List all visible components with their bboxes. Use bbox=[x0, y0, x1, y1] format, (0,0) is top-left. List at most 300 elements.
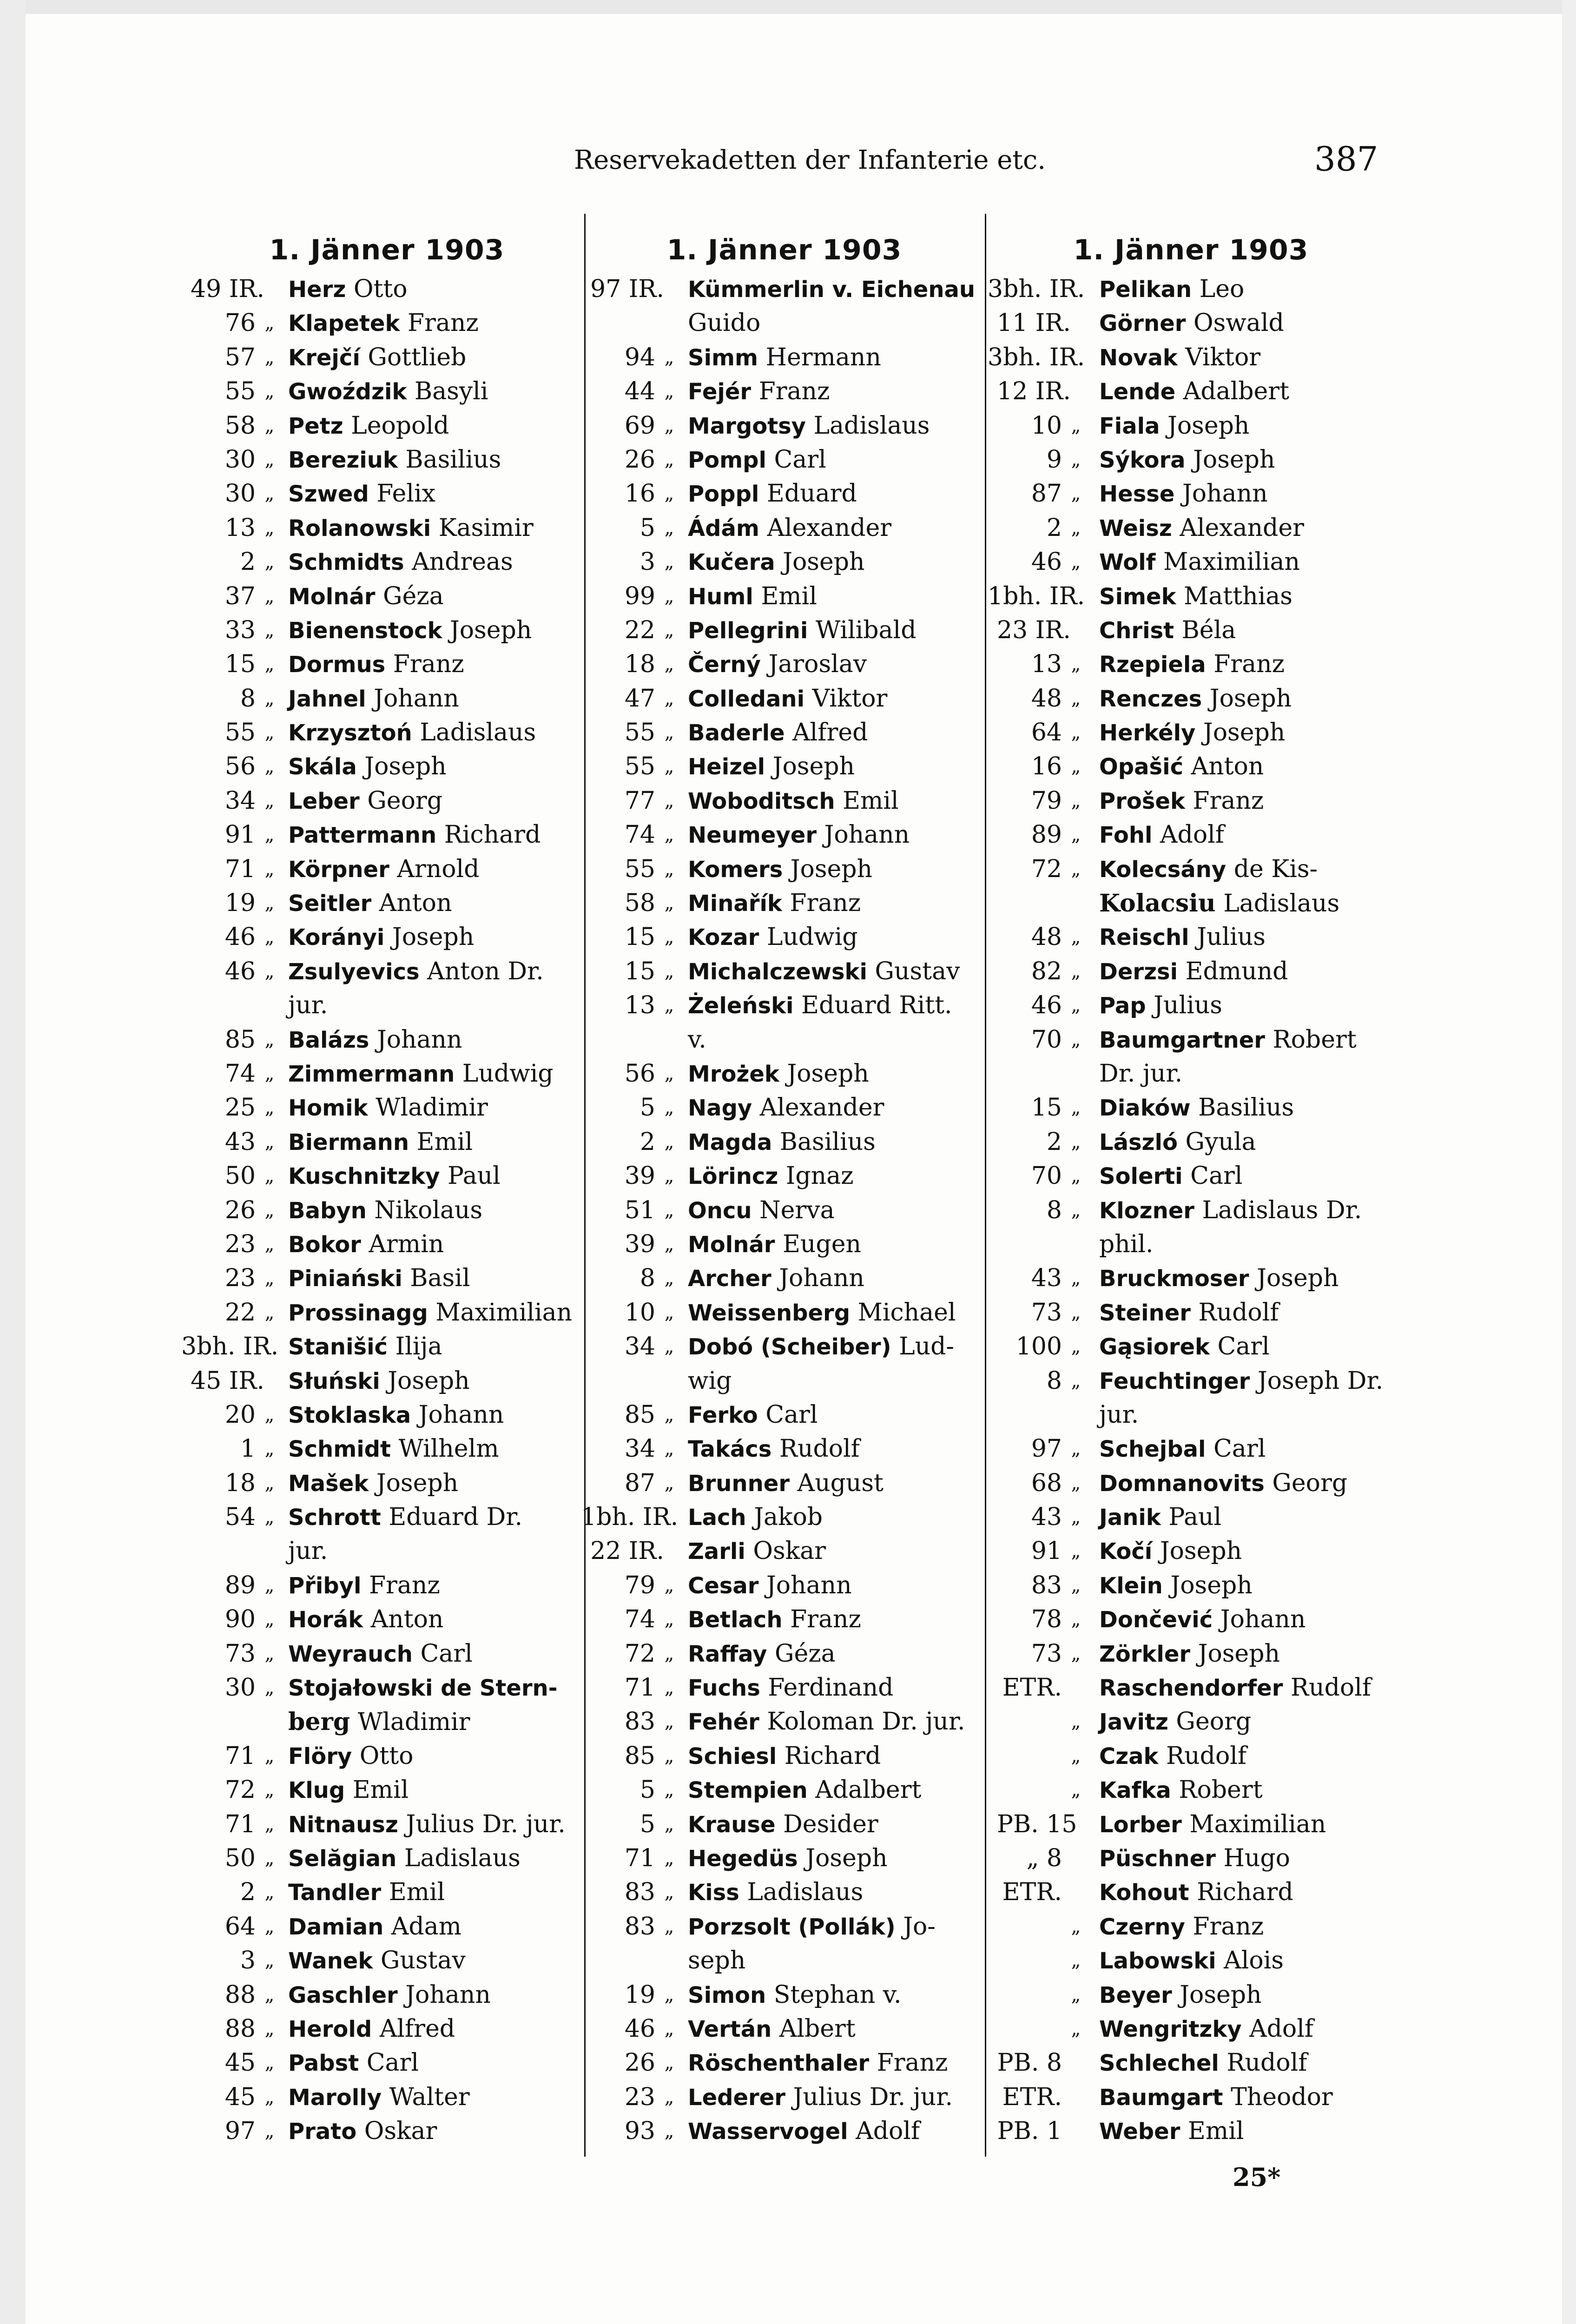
entry-name bbox=[288, 272, 408, 307]
given-name: Joseph bbox=[376, 1469, 459, 1497]
entry-name bbox=[688, 1569, 852, 1603]
surname: berg bbox=[288, 1708, 350, 1736]
given-name: Franz bbox=[790, 889, 861, 918]
surname: Weber bbox=[1099, 2119, 1180, 2145]
entry-name bbox=[288, 1296, 572, 1330]
given-name: Alexander bbox=[1180, 514, 1304, 542]
given-name: Franz bbox=[393, 650, 464, 679]
ditto-mark: „ bbox=[264, 619, 275, 641]
given-name: Lud- bbox=[899, 1333, 954, 1361]
given-name: Joseph Dr. bbox=[1257, 1367, 1384, 1395]
roster-entry bbox=[590, 1842, 978, 1875]
ditto-mark: „ bbox=[664, 1779, 674, 1801]
entry-name bbox=[1099, 443, 1275, 477]
ditto-mark: „ bbox=[264, 1472, 275, 1494]
ditto-mark: „ bbox=[264, 2018, 275, 2040]
roster-entry bbox=[590, 1023, 978, 1057]
regiment-number: PB. 8 bbox=[997, 2049, 1062, 2077]
regiment-number: 74 bbox=[624, 1605, 655, 1634]
surname: Oncu bbox=[688, 1197, 752, 1224]
ditto-mark: „ bbox=[664, 790, 674, 812]
regiment-number: 73 bbox=[1031, 1639, 1062, 1668]
given-name: Ilija bbox=[395, 1333, 442, 1361]
roster-entry bbox=[997, 647, 1385, 681]
roster-column-3 bbox=[988, 228, 1385, 2148]
regiment-number: 57 bbox=[224, 343, 256, 371]
given-name: Otto bbox=[353, 275, 408, 303]
roster-entry bbox=[590, 511, 978, 545]
given-name: Gustav bbox=[875, 957, 960, 985]
entry-name bbox=[688, 1534, 826, 1569]
roster-entry bbox=[997, 306, 1385, 340]
given-name: Gustav bbox=[380, 1947, 466, 1975]
entry-name bbox=[688, 1705, 965, 1739]
ditto-mark: „ bbox=[664, 551, 674, 573]
ditto-mark: „ bbox=[664, 756, 674, 778]
regiment-number: 22 bbox=[624, 616, 655, 644]
regiment-number: ETR. bbox=[1002, 2083, 1062, 2111]
given-name: Ludwig bbox=[766, 923, 858, 951]
given-name: Adolf bbox=[1249, 2014, 1314, 2043]
roster-entry bbox=[590, 818, 978, 852]
regiment-number: 50 bbox=[224, 1162, 256, 1190]
surname: László bbox=[1099, 1129, 1178, 1155]
entry-name bbox=[688, 784, 899, 819]
entry-name bbox=[288, 682, 459, 716]
given-name: Julius bbox=[1197, 923, 1266, 951]
given-name: Julius Dr. jur. bbox=[406, 1810, 566, 1838]
surname: Wanek bbox=[288, 1948, 373, 1974]
entry-name bbox=[288, 2046, 419, 2080]
given-name: jur. bbox=[1099, 1400, 1139, 1429]
regiment-number: 51 bbox=[624, 1196, 655, 1224]
given-name: Emil bbox=[1187, 2117, 1244, 2146]
given-name: Joseph bbox=[1167, 411, 1250, 440]
given-name: phil. bbox=[1099, 1230, 1154, 1258]
entry-name bbox=[288, 920, 474, 955]
ditto-mark: „ bbox=[1071, 960, 1081, 982]
scan-edge-right bbox=[1562, 0, 1576, 2324]
entry-name bbox=[1099, 272, 1244, 307]
given-name: Anton Dr. bbox=[427, 957, 544, 985]
given-name: Franz bbox=[877, 2049, 948, 2077]
surname: Zarli bbox=[688, 1538, 745, 1565]
entry-name bbox=[288, 1159, 501, 1194]
roster-entry bbox=[590, 306, 978, 340]
surname: Zsulyevics bbox=[288, 958, 420, 985]
entry-name bbox=[1099, 477, 1268, 511]
regiment-number: 85 bbox=[624, 1742, 655, 1770]
given-name: Emil bbox=[761, 582, 817, 610]
ditto-mark: „ bbox=[664, 1165, 674, 1187]
regiment-number: 1 bbox=[240, 1435, 256, 1463]
given-name: Oswald bbox=[1193, 309, 1284, 337]
entry-name bbox=[1099, 750, 1264, 784]
given-name: de Kis- bbox=[1233, 855, 1318, 883]
given-name: Anton bbox=[1191, 753, 1264, 781]
roster-entry bbox=[997, 1261, 1385, 1295]
roster-entry bbox=[590, 1398, 978, 1432]
ditto-mark: „ bbox=[1071, 1915, 1081, 1937]
entry-continuation bbox=[1099, 886, 1339, 921]
regiment-number: 100 bbox=[1015, 1333, 1062, 1361]
ditto-mark: „ bbox=[664, 1609, 674, 1631]
surname: Simm bbox=[688, 344, 758, 371]
given-name: Franz bbox=[1193, 1912, 1264, 1941]
regiment-number: 39 bbox=[624, 1162, 655, 1190]
roster-entry bbox=[590, 2046, 978, 2080]
given-name: Alois bbox=[1224, 1947, 1284, 1975]
ditto-mark: „ bbox=[264, 1097, 275, 1119]
surname: Czerny bbox=[1099, 1914, 1185, 1940]
entry-name bbox=[1099, 1739, 1246, 1774]
regiment-number: 55 bbox=[624, 855, 655, 883]
entry-name bbox=[1099, 409, 1249, 443]
surname: Lende bbox=[1099, 379, 1176, 405]
roster-entry bbox=[590, 1330, 978, 1364]
roster-entry bbox=[590, 2012, 978, 2046]
surname: Korányi bbox=[288, 924, 385, 951]
given-name: Ferdinand bbox=[768, 1674, 894, 1702]
roster-entry bbox=[997, 920, 1385, 954]
surname: Dormus bbox=[288, 652, 386, 678]
entry-name bbox=[688, 1875, 863, 1910]
entry-name bbox=[688, 1125, 876, 1160]
surname: Kolecsány bbox=[1099, 856, 1227, 883]
regiment-number: 3bh. IR. bbox=[988, 275, 1085, 303]
entry-name bbox=[288, 1671, 558, 1705]
ditto-mark: „ bbox=[264, 1233, 275, 1255]
regiment-number: 87 bbox=[624, 1469, 655, 1497]
ditto-mark: „ bbox=[264, 1950, 275, 1972]
roster-entry bbox=[191, 1125, 583, 1159]
given-name: Rudolf bbox=[1227, 2049, 1307, 2077]
entry-name bbox=[688, 341, 881, 375]
entry-name bbox=[1099, 614, 1236, 648]
surname: Michalczewski bbox=[688, 958, 867, 985]
surname: Petz bbox=[288, 413, 343, 439]
ditto-mark: „ bbox=[264, 1165, 275, 1187]
entry-name bbox=[1099, 1773, 1263, 1808]
surname: Wasservogel bbox=[688, 2119, 848, 2145]
roster-entry bbox=[590, 375, 978, 409]
given-name: Franz bbox=[758, 377, 830, 406]
ditto-mark: „ bbox=[264, 517, 275, 539]
roster-entry bbox=[997, 1773, 1385, 1807]
roster-entry bbox=[590, 272, 978, 306]
given-name: Basilius bbox=[405, 445, 501, 474]
given-name: Carl bbox=[774, 445, 826, 474]
roster-entry bbox=[191, 886, 583, 920]
roster-entry bbox=[191, 1194, 583, 1228]
entry-name bbox=[688, 1296, 956, 1330]
given-name: Edmund bbox=[1185, 957, 1288, 985]
regiment-number: 88 bbox=[224, 1981, 256, 2009]
given-name: Joseph bbox=[364, 753, 447, 781]
surname: Jahnel bbox=[288, 686, 366, 712]
entry-name bbox=[288, 1944, 466, 1978]
surname: Kuschnitzky bbox=[288, 1163, 440, 1190]
regiment-number: 30 bbox=[224, 445, 256, 474]
ditto-mark: „ bbox=[264, 1609, 275, 1631]
surname: Janik bbox=[1099, 1505, 1161, 1531]
surname: Fuchs bbox=[688, 1675, 760, 1702]
surname: Kučera bbox=[688, 549, 775, 576]
ditto-mark: „ bbox=[264, 1574, 275, 1596]
regiment-number: 20 bbox=[224, 1400, 256, 1429]
roster-list bbox=[581, 272, 978, 2148]
regiment-number: 15 bbox=[624, 923, 655, 951]
ditto-mark: „ bbox=[1071, 1438, 1081, 1460]
ditto-mark: „ bbox=[1071, 483, 1081, 505]
surname: Stanišić bbox=[288, 1334, 388, 1360]
roster-entry bbox=[997, 1808, 1385, 1842]
given-name: Koloman Dr. jur. bbox=[767, 1708, 965, 1736]
entry-name bbox=[688, 1910, 936, 1944]
ditto-mark: „ bbox=[264, 1029, 275, 1050]
ditto-mark: „ bbox=[664, 926, 674, 948]
entry-name bbox=[1099, 511, 1304, 546]
given-name: Walter bbox=[389, 2083, 470, 2111]
roster-entry bbox=[191, 1569, 583, 1603]
regiment-number: 89 bbox=[1031, 821, 1062, 849]
roster-entry bbox=[590, 1466, 978, 1500]
regiment-number: ETR. bbox=[1002, 1878, 1062, 1907]
given-name: Franz bbox=[407, 309, 479, 337]
roster-entry bbox=[191, 1159, 583, 1193]
entry-name bbox=[688, 1773, 921, 1808]
given-name: Albert bbox=[779, 2014, 856, 2043]
surname: Skála bbox=[288, 754, 357, 780]
surname: Komers bbox=[688, 856, 783, 883]
regiment-number: 48 bbox=[1031, 923, 1062, 951]
given-name: Carl bbox=[420, 1639, 473, 1668]
entry-name bbox=[288, 306, 479, 341]
given-name: Arnold bbox=[397, 855, 480, 883]
ditto-mark: „ bbox=[664, 654, 674, 675]
entry-name bbox=[288, 1637, 473, 1671]
roster-entry bbox=[191, 1705, 583, 1739]
entry-name bbox=[688, 409, 930, 443]
roster-list bbox=[988, 272, 1385, 2148]
given-name: Johann bbox=[418, 1400, 504, 1429]
regiment-number: 97 IR. bbox=[590, 275, 664, 303]
surname: Vertán bbox=[688, 2016, 772, 2042]
entry-name bbox=[288, 1432, 499, 1466]
column-heading: 1. Jänner 1903 bbox=[666, 234, 902, 266]
surname: Archer bbox=[688, 1266, 772, 1292]
surname: Schmidt bbox=[288, 1436, 391, 1463]
entry-name bbox=[1099, 306, 1284, 341]
ditto-mark: „ bbox=[264, 858, 275, 880]
ditto-mark: „ bbox=[264, 824, 275, 846]
regiment-number: 3 bbox=[240, 1947, 256, 1975]
roster-entry bbox=[590, 1808, 978, 1842]
entry-name bbox=[1099, 1364, 1383, 1399]
regiment-number: 5 bbox=[640, 514, 655, 542]
roster-entry bbox=[590, 852, 978, 886]
given-name: Maximilian bbox=[1189, 1810, 1326, 1838]
surname: Takács bbox=[688, 1436, 772, 1463]
given-name: Johann bbox=[405, 1981, 491, 2009]
entry-name bbox=[688, 1842, 888, 1876]
given-name: Julius bbox=[1154, 991, 1222, 1020]
ditto-mark: „ bbox=[1071, 722, 1081, 744]
given-name: Franz bbox=[1213, 650, 1285, 679]
roster-entry bbox=[590, 1228, 978, 1261]
roster-entry bbox=[191, 375, 583, 409]
regiment-number: 58 bbox=[624, 889, 655, 918]
regiment-number: 83 bbox=[624, 1878, 655, 1907]
regiment-number: 97 bbox=[224, 2117, 256, 2146]
regiment-number: 71 bbox=[224, 855, 256, 883]
ditto-mark: „ bbox=[1071, 1268, 1081, 1289]
entry-name bbox=[1099, 1875, 1293, 1910]
entry-name bbox=[1099, 1261, 1339, 1296]
regiment-number: 19 bbox=[224, 889, 256, 918]
given-name: Georg bbox=[367, 786, 443, 815]
ditto-mark: „ bbox=[1071, 1540, 1081, 1562]
surname: Kümmerlin v. Eichenau bbox=[688, 277, 976, 303]
ditto-mark: „ bbox=[1071, 1643, 1081, 1664]
ditto-mark: „ bbox=[664, 1915, 674, 1937]
entry-continuation bbox=[688, 1364, 732, 1398]
surname: Molnár bbox=[288, 583, 376, 610]
column-divider bbox=[985, 214, 986, 2157]
surname: Derzsi bbox=[1099, 958, 1178, 985]
entry-name bbox=[288, 716, 536, 750]
roster-entry bbox=[191, 2080, 583, 2114]
entry-name bbox=[688, 1228, 861, 1262]
ditto-mark: „ bbox=[664, 1097, 674, 1119]
roster-entry bbox=[191, 1261, 583, 1295]
entry-continuation bbox=[688, 306, 760, 340]
given-name: Johann bbox=[1182, 480, 1268, 508]
ditto-mark: „ bbox=[664, 2086, 674, 2108]
surname: Bruckmoser bbox=[1099, 1266, 1249, 1292]
roster-entry bbox=[590, 1296, 978, 1330]
roster-entry bbox=[191, 2114, 583, 2148]
surname: Cesar bbox=[688, 1572, 759, 1599]
entry-name bbox=[688, 1432, 860, 1466]
surname: Biermann bbox=[288, 1129, 409, 1155]
roster-entry bbox=[997, 511, 1385, 545]
roster-entry bbox=[590, 886, 978, 920]
ditto-mark: „ bbox=[664, 960, 674, 982]
given-name: Joseph bbox=[449, 616, 532, 644]
roster-entry bbox=[590, 1261, 978, 1295]
entry-name bbox=[1099, 1194, 1362, 1228]
given-name: Joseph bbox=[1160, 1537, 1242, 1565]
ditto-mark: „ bbox=[264, 790, 275, 812]
ditto-mark: „ bbox=[264, 1404, 275, 1426]
regiment-number: 22 bbox=[224, 1298, 256, 1327]
surname: Wolf bbox=[1099, 549, 1156, 576]
surname: Magda bbox=[688, 1129, 772, 1155]
roster-entry bbox=[191, 1500, 583, 1534]
roster-entry bbox=[997, 1023, 1385, 1057]
ditto-mark: „ bbox=[264, 722, 275, 744]
entry-name bbox=[288, 1194, 482, 1228]
surname: Klozner bbox=[1099, 1197, 1194, 1224]
given-name: Maximilian bbox=[435, 1298, 573, 1327]
entry-name bbox=[1099, 1671, 1371, 1705]
ditto-mark: „ bbox=[664, 381, 674, 403]
surname: Babyn bbox=[288, 1197, 367, 1224]
roster-entry bbox=[997, 955, 1385, 989]
given-name: seph bbox=[688, 1947, 746, 1975]
surname: Klein bbox=[1099, 1572, 1163, 1599]
entry-name bbox=[288, 1023, 462, 1057]
roster-entry bbox=[191, 1910, 583, 1944]
ditto-mark: „ bbox=[264, 1984, 275, 2006]
roster-entry bbox=[997, 852, 1385, 886]
regiment-number: 64 bbox=[224, 1912, 256, 1941]
given-name: v. bbox=[688, 1025, 706, 1054]
ditto-mark: „ bbox=[664, 1882, 674, 1903]
surname: Christ bbox=[1099, 617, 1174, 644]
given-name: Andreas bbox=[412, 548, 513, 576]
ditto-mark: „ bbox=[664, 415, 674, 436]
surname: Schlechel bbox=[1099, 2050, 1219, 2077]
column-heading: 1. Jänner 1903 bbox=[269, 234, 505, 266]
ditto-mark: „ bbox=[264, 1506, 275, 1528]
ditto-mark: „ bbox=[664, 1711, 674, 1733]
regiment-number: 73 bbox=[1031, 1298, 1062, 1327]
surname: Lorber bbox=[1099, 1811, 1182, 1838]
roster-entry bbox=[997, 886, 1385, 920]
entry-name bbox=[288, 1261, 470, 1296]
entry-name bbox=[288, 852, 479, 887]
surname: Görner bbox=[1099, 310, 1186, 337]
given-name: Adalbert bbox=[1183, 377, 1290, 406]
surname: Baumgart bbox=[1099, 2084, 1223, 2111]
ditto-mark: „ bbox=[264, 415, 275, 436]
ditto-mark: „ bbox=[264, 687, 275, 709]
ditto-mark: „ bbox=[664, 517, 674, 539]
entry-name bbox=[288, 409, 449, 443]
regiment-number: 13 bbox=[624, 991, 655, 1020]
given-name: Joseph bbox=[787, 1059, 869, 1088]
entry-name bbox=[1099, 1705, 1251, 1739]
surname: Wengritzky bbox=[1099, 2016, 1242, 2042]
given-name: Basilius bbox=[1198, 1094, 1294, 1122]
regiment-number: 3bh. IR. bbox=[181, 1333, 279, 1361]
entry-name bbox=[1099, 2080, 1333, 2115]
entry-name bbox=[688, 647, 867, 682]
surname: Fohl bbox=[1099, 822, 1153, 849]
entry-name bbox=[288, 614, 532, 648]
regiment-number: 68 bbox=[1031, 1469, 1062, 1497]
given-name: Adolf bbox=[856, 2117, 920, 2146]
surname: Beyer bbox=[1099, 1982, 1172, 2008]
roster-entry bbox=[191, 1739, 583, 1773]
entry-name bbox=[688, 2046, 948, 2080]
surname: Gwoździk bbox=[288, 379, 407, 405]
regiment-number: 83 bbox=[1031, 1571, 1062, 1599]
surname: Colledani bbox=[688, 686, 805, 712]
regiment-number: 64 bbox=[1031, 719, 1062, 747]
given-name: Richard bbox=[444, 821, 541, 849]
surname: Gąsiorek bbox=[1099, 1334, 1210, 1360]
entry-name bbox=[688, 614, 916, 648]
surname: Steiner bbox=[1099, 1300, 1191, 1326]
ditto-mark: „ bbox=[1071, 824, 1081, 846]
surname: Diaków bbox=[1099, 1095, 1191, 1122]
surname: Schrott bbox=[288, 1505, 381, 1531]
ditto-mark: „ bbox=[1071, 1029, 1081, 1050]
roster-entry bbox=[191, 614, 583, 647]
